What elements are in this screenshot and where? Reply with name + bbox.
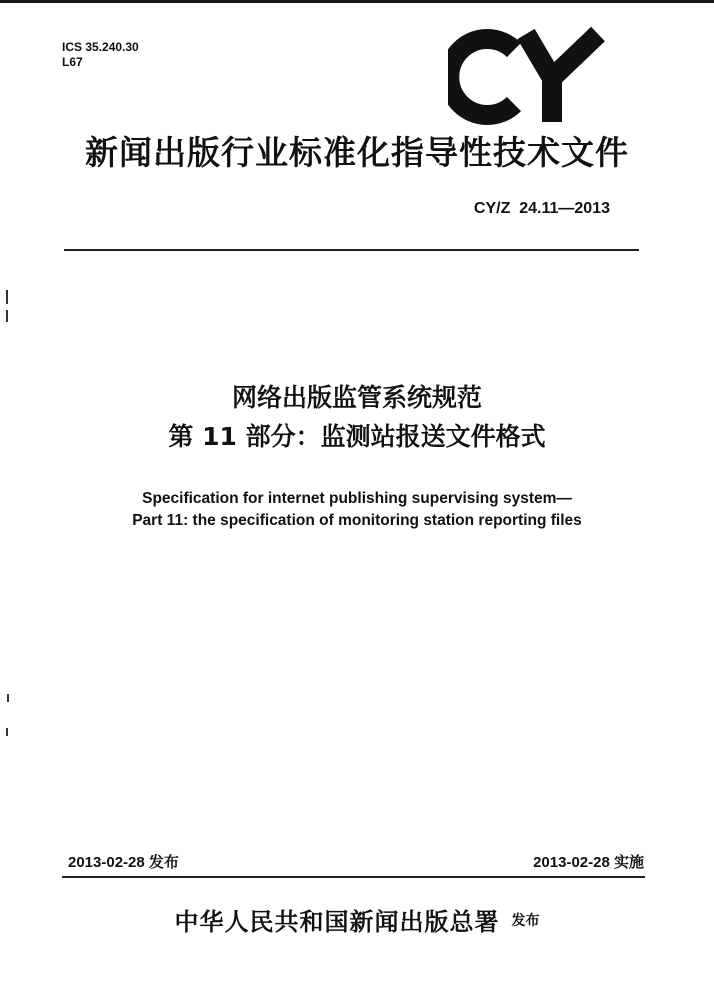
header-divider — [64, 249, 639, 251]
implementation-date: 2013-02-28 实施 — [533, 854, 644, 871]
title-chinese-line1: 网络出版监管系统规范 — [231, 383, 482, 412]
cy-logo — [448, 26, 608, 126]
title-english-line1: Specification for internet publishing supervising system— — [142, 490, 572, 507]
classification-codes — [62, 40, 139, 70]
standard-type: 新闻出版行业标准化指导性技术文件 — [85, 133, 629, 172]
scan-mark — [6, 290, 8, 304]
cy-logo-letter-y — [526, 34, 598, 122]
issue-date: 2013-02-28 发布 — [68, 854, 179, 871]
footer-divider — [62, 876, 645, 878]
title-english-line2: Part 11: the specification of monitoring station reporting files — [132, 512, 582, 529]
top-border — [0, 0, 714, 3]
ccs-code: L67 — [62, 55, 83, 69]
scan-mark — [6, 310, 8, 322]
cy-logo-letter-c — [449, 39, 514, 115]
scan-mark — [6, 728, 8, 736]
scan-mark — [7, 694, 9, 702]
title-english — [0, 488, 714, 532]
publisher-line — [0, 902, 714, 937]
publisher-action: 发布 — [511, 912, 540, 929]
title-chinese-line2: 第 11 部分：监测站报送文件格式 — [168, 422, 546, 451]
ics-code: ICS 35.240.30 — [62, 40, 139, 54]
publisher-name: 中华人民共和国新闻出版总署 — [174, 907, 500, 936]
standard-number: CY/Z 24.11—2013 — [473, 200, 610, 217]
